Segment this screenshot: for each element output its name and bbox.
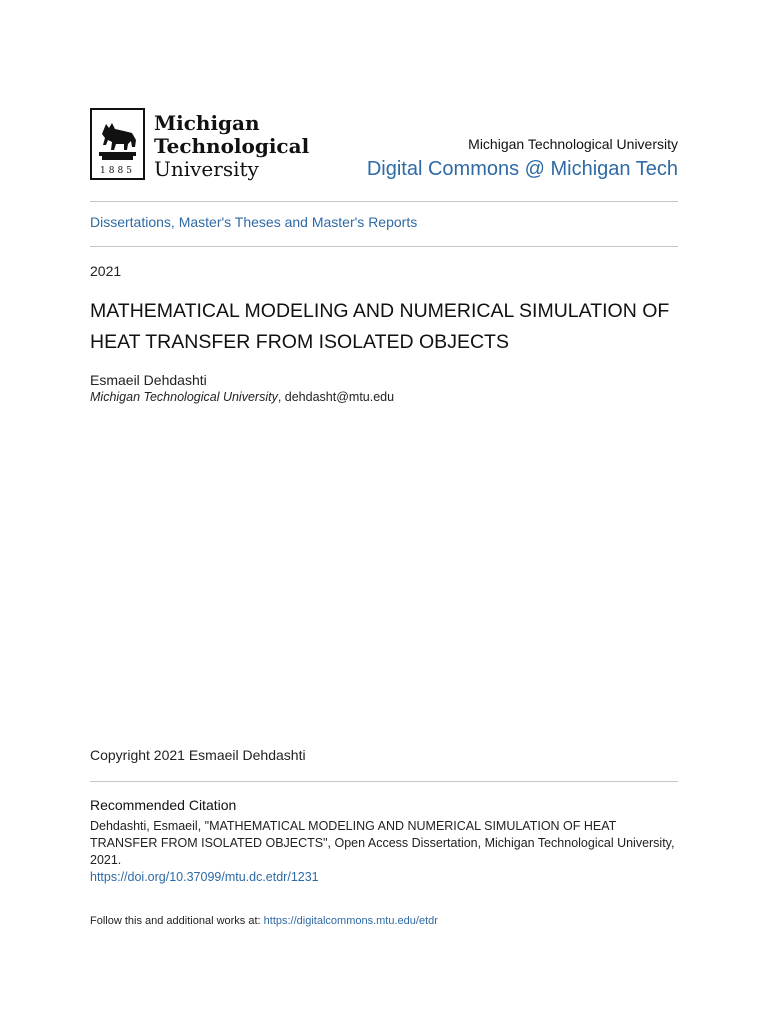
divider [90,781,678,782]
collection-link[interactable]: Dissertations, Master's Theses and Master's Reports [90,214,418,230]
author-name: Esmaeil Dehdashti [90,372,207,388]
affiliation-separator: , [277,390,285,404]
publication-year: 2021 [90,263,122,279]
husky-dog-logo-icon [94,114,141,162]
header [90,106,678,184]
divider [90,246,678,247]
copyright-notice: Copyright 2021 Esmaeil Dehdashti [90,747,306,763]
repository-header [367,134,678,184]
cover-page [90,0,678,1024]
follow-line [90,915,438,927]
document-title: MATHEMATICAL MODELING AND NUMERICAL SIMULATION OF HEAT TRANSFER FROM ISOLATED OBJECTS [90,300,670,353]
recommended-citation-heading: Recommended Citation [90,797,237,813]
logo-line-university: University [154,157,259,181]
follow-label: Follow this and additional works at: [90,915,264,927]
university-logo[interactable] [90,108,310,182]
doi-link[interactable]: https://doi.org/10.37099/mtu.dc.etdr/1231 [90,870,319,884]
logo-line-technological: Technological [154,134,310,158]
logo-emblem [90,108,145,180]
author-affiliation [90,390,394,404]
author-institution: Michigan Technological University [90,390,278,404]
citation-text: Dehdashti, Esmaeil, "MATHEMATICAL MODELING AND NUMERICAL SIMULATION OF HEAT TRANSFER FROM ISOLATED OBJECTS", Open Access Dissertation, Michigan Technological University, 2021. [90,819,675,867]
logo-wordmark [154,112,309,181]
logo-year: 1885 [100,166,135,176]
author-email: dehdasht@mtu.edu [284,390,395,404]
institution-name: Michigan Technological University [468,136,678,152]
digital-commons-link[interactable]: Digital Commons @ Michigan Tech [366,158,678,180]
logo-line-michigan: Michigan [154,111,260,135]
follow-link[interactable]: https://digitalcommons.mtu.edu/etdr [263,915,438,927]
citation-block [90,818,678,886]
divider [90,201,678,202]
